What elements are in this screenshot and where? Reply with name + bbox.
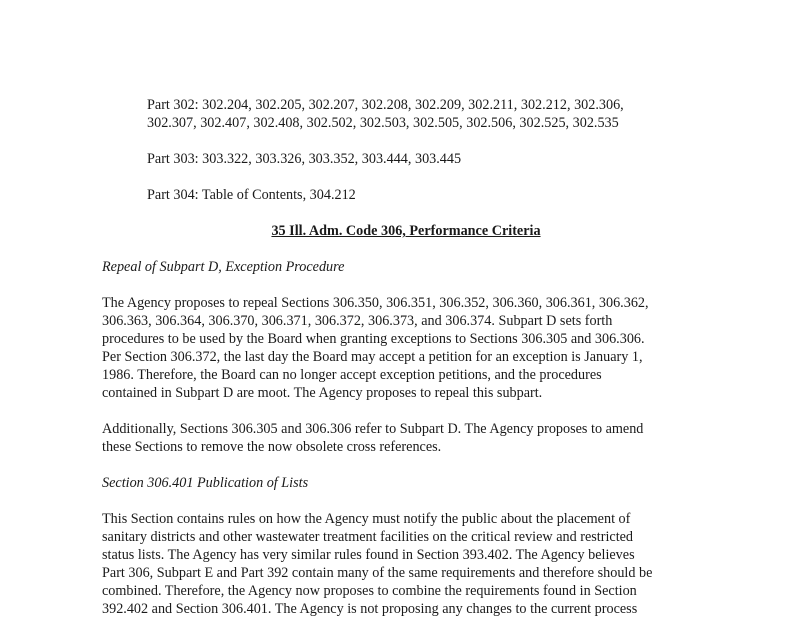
paragraph-line: Additionally, Sections 306.305 and 306.306 refer to Subpart D. The Agency proposes to amend — [102, 421, 644, 437]
subsection-title-publication: Section 306.401 Publication of Lists — [102, 475, 309, 491]
paragraph-line: Part 306, Subpart E and Part 392 contain many of the same requirements and therefore should be — [102, 565, 653, 581]
paragraph-line: combined. Therefore, the Agency now proposes to combine the requirements found in Section — [102, 583, 637, 599]
paragraph-line: status lists. The Agency has very similar rules found in Section 393.402. The Agency believes — [102, 547, 635, 563]
paragraph-line: sanitary districts and other wastewater treatment facilities on the critical review and restricted — [102, 529, 634, 545]
section-heading: 35 Ill. Adm. Code 306, Performance Criteria — [271, 223, 541, 239]
subsection-title-repeal: Repeal of Subpart D, Exception Procedure — [102, 259, 345, 275]
paragraph-line: The Agency proposes to repeal Sections 306.350, 306.351, 306.352, 306.360, 306.361, 306.362, — [102, 295, 649, 311]
part-302-line-2: 302.307, 302.407, 302.408, 302.502, 302.503, 302.505, 302.506, 302.525, 302.535 — [147, 115, 619, 131]
paragraph-line: 306.363, 306.364, 306.370, 306.371, 306.372, 306.373, and 306.374. Subpart D sets forth — [102, 313, 613, 329]
paragraph-line: 1986. Therefore, the Board can no longer accept exception petitions, and the procedures — [102, 367, 602, 383]
part-302-line-1: Part 302: 302.204, 302.205, 302.207, 302.208, 302.209, 302.211, 302.212, 302.306, — [147, 97, 624, 113]
part-303-line: Part 303: 303.322, 303.326, 303.352, 303.444, 303.445 — [147, 151, 462, 167]
paragraph-line: contained in Subpart D are moot. The Agency proposes to repeal this subpart. — [102, 385, 543, 401]
paragraph-line: these Sections to remove the now obsolete cross references. — [102, 439, 442, 455]
part-304-line: Part 304: Table of Contents, 304.212 — [147, 187, 356, 203]
paragraph-line: Per Section 306.372, the last day the Board may accept a petition for an exception is January 1, — [102, 349, 643, 365]
paragraph-line: procedures to be used by the Board when granting exceptions to Sections 306.305 and 306.306. — [102, 331, 645, 347]
paragraph-line: 392.402 and Section 306.401. The Agency is not proposing any changes to the current process — [102, 601, 638, 617]
paragraph-line: This Section contains rules on how the Agency must notify the public about the placement of — [102, 511, 631, 527]
